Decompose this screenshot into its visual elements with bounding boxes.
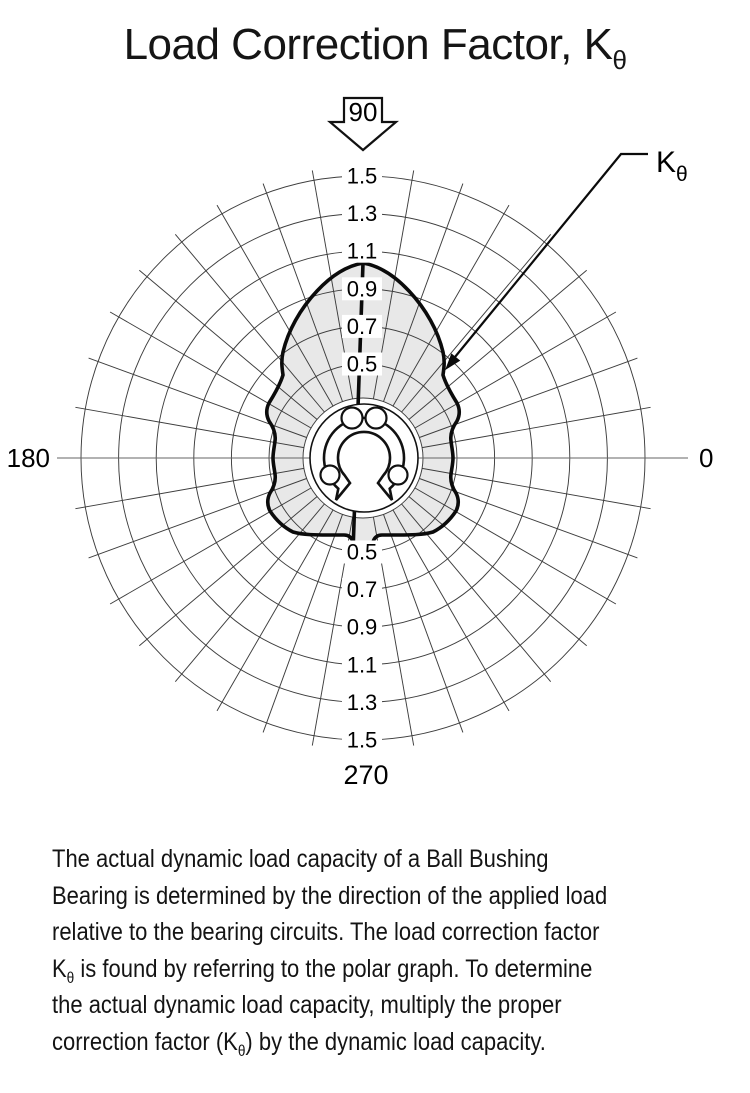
ball-circuit-icon [366, 408, 387, 429]
radial-tick-label: 1.3 [346, 689, 378, 715]
radial-tick-label: 1.1 [346, 652, 378, 678]
description-paragraph [52, 841, 730, 1060]
radial-tick-label: 0.9 [346, 276, 378, 302]
grid-spoke [415, 488, 616, 604]
paragraph-line: Bearing is determined by the direction of the applied load [52, 881, 608, 910]
radial-tick-label: 0.7 [346, 577, 378, 603]
radial-tick-label: 1.3 [346, 201, 378, 227]
grid-spoke [402, 504, 551, 682]
paragraph-line: correction factor $(K_\theta)$ by the dynamic load capacity. [52, 1027, 546, 1060]
callout-label: $K_\theta$ [656, 146, 688, 186]
grid-spoke [409, 497, 587, 646]
radial-tick-label: 1.1 [346, 238, 378, 264]
grid-spoke [263, 514, 342, 732]
ball-circuit-icon [321, 466, 340, 485]
grid-spoke [175, 504, 324, 682]
ball-circuit-icon [342, 408, 363, 429]
grid-spoke [217, 510, 333, 711]
ball-circuit-icon [389, 466, 408, 485]
angle-90-block-arrow [330, 97, 396, 150]
angle-label-180: 180 [6, 443, 50, 473]
radial-tick-label: 1.5 [346, 163, 378, 189]
angle-label-0: 0 [699, 443, 714, 473]
paragraph-line: the actual dynamic load capacity, multiply the proper [52, 991, 562, 1019]
grid-spoke [384, 514, 463, 732]
radial-tick-label: 0.5 [346, 351, 378, 377]
grid-spoke [139, 497, 317, 646]
radial-tick-label: 0.7 [346, 313, 378, 339]
radial-tick-label: 0.5 [346, 539, 378, 565]
figure-title-text: Load Correction Factor, K [123, 20, 613, 69]
callout-leader-line [455, 154, 648, 357]
grid-spoke [393, 510, 509, 711]
radial-tick-label: 0.9 [346, 614, 378, 640]
radial-tick-label: 1.5 [346, 727, 378, 753]
k-theta-callout [446, 146, 688, 369]
angle-label-270: 270 [343, 760, 389, 790]
grid-spoke [110, 488, 311, 604]
paragraph-line: relative to the bearing circuits. The load correction factor [52, 918, 600, 946]
figure-title-subscript: θ [612, 44, 627, 75]
angle-label-90: 90 [348, 97, 378, 127]
paragraph-line: $K_\theta$ is found by referring to the polar graph. To determine [52, 954, 593, 987]
paragraph-line: The actual dynamic load capacity of a Ball Bushing [52, 845, 549, 873]
bearing-cross-section-icon [310, 404, 418, 512]
